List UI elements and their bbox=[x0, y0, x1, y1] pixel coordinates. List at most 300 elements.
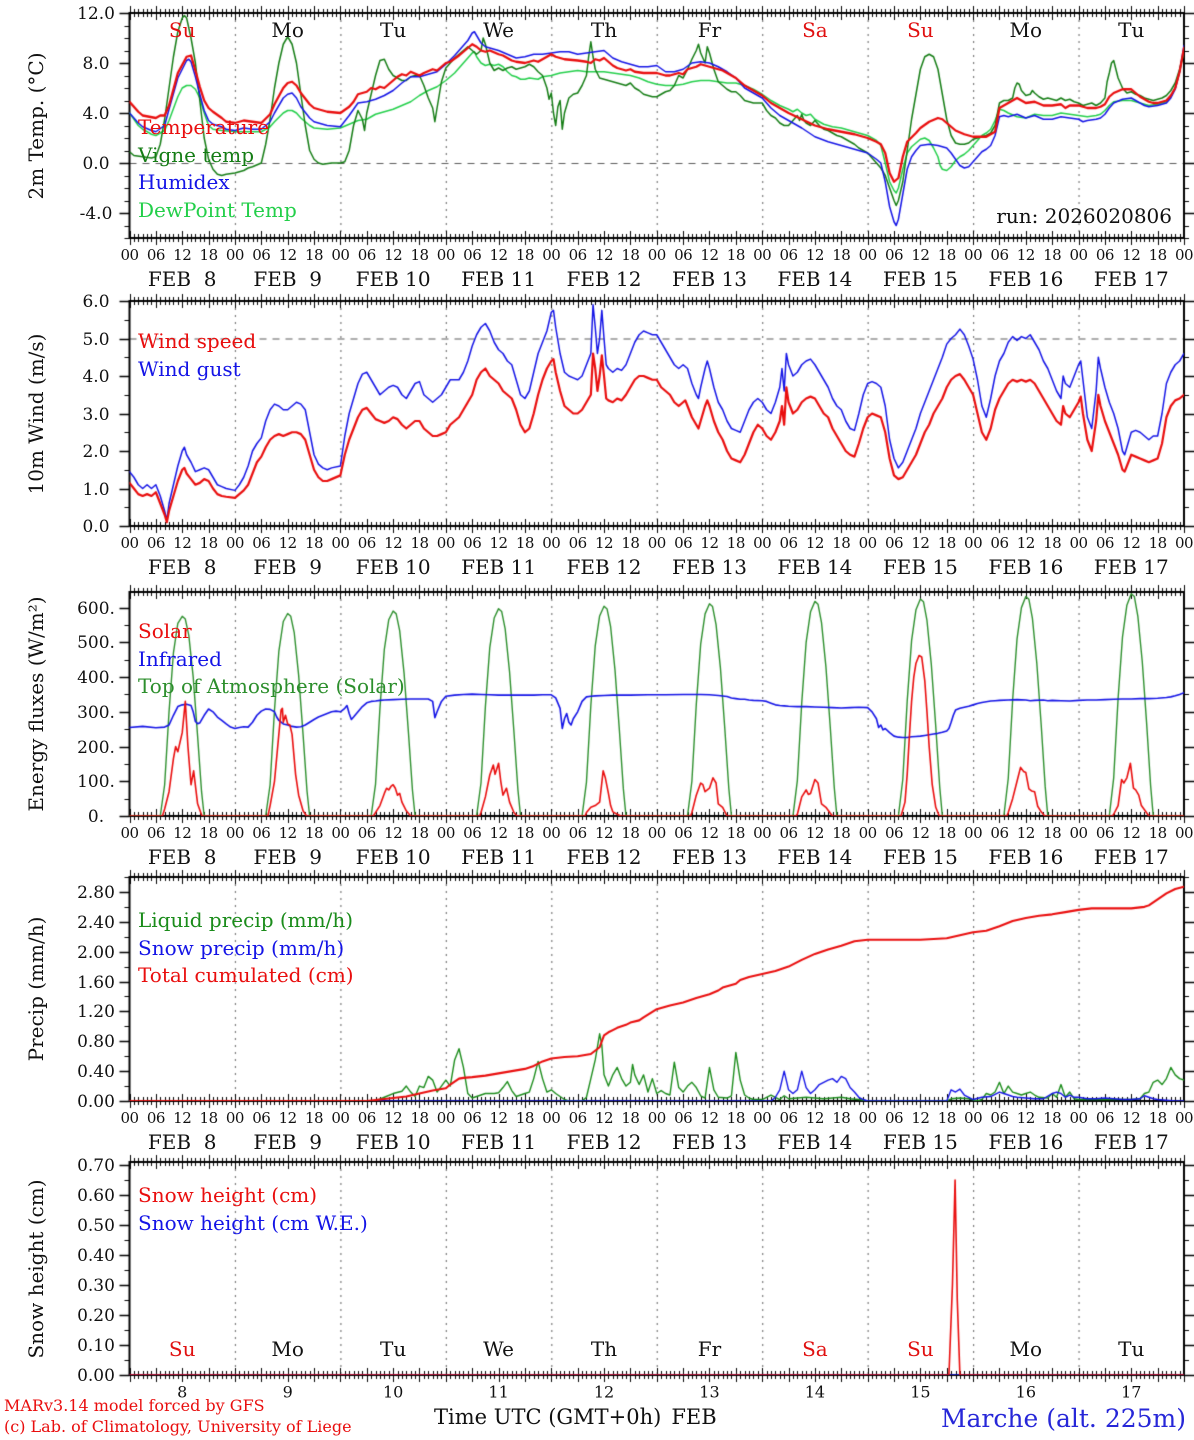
y-tick-label: 6.0 bbox=[82, 291, 110, 312]
x-hour-label: 00 bbox=[542, 1109, 561, 1127]
p5-day-number: 13 bbox=[699, 1382, 720, 1402]
x-hour-label: 00 bbox=[647, 246, 666, 264]
legend-snow-panel bbox=[138, 1182, 368, 1237]
x-hour-label: 12 bbox=[278, 246, 297, 264]
y-tick-label: 12.0 bbox=[77, 3, 115, 24]
x-hour-label: 18 bbox=[410, 1109, 429, 1127]
p5-day-number: 15 bbox=[910, 1382, 931, 1402]
x-date-label: FEB 12 bbox=[566, 1130, 642, 1154]
legend-wind-gust: Wind gust bbox=[138, 356, 241, 381]
x-hour-label: 12 bbox=[489, 246, 508, 264]
day-name-label-top: Su bbox=[907, 18, 934, 42]
x-hour-label: 06 bbox=[779, 534, 798, 552]
p5-day-number: 10 bbox=[382, 1382, 404, 1402]
x-hour-label: 06 bbox=[884, 246, 904, 264]
x-date-label: FEB 11 bbox=[461, 555, 537, 579]
y-tick-label: 1.60 bbox=[77, 972, 115, 993]
x-hour-label: 18 bbox=[1043, 246, 1062, 264]
x-hour-label: 18 bbox=[515, 1109, 534, 1127]
y-tick-label: 0.60 bbox=[77, 1185, 115, 1206]
x-hour-label: 06 bbox=[463, 824, 482, 842]
y-tick-label: 2.00 bbox=[77, 942, 115, 963]
day-name-label-top: Su bbox=[168, 18, 196, 42]
x-date-label: FEB 13 bbox=[671, 267, 747, 291]
x-hour-label: 06 bbox=[252, 246, 271, 264]
x-hour-label: 18 bbox=[937, 246, 956, 264]
x-date-label: FEB 13 bbox=[671, 845, 747, 869]
y-tick-label: 2.80 bbox=[77, 882, 115, 903]
x-hour-label: 18 bbox=[199, 246, 218, 264]
x-hour-label: 12 bbox=[173, 246, 192, 264]
y-axis-title-snow-height: Snow height (cm) bbox=[24, 1178, 48, 1359]
y-tick-label: 0.0 bbox=[82, 153, 110, 174]
x-date-label: FEB 15 bbox=[882, 555, 958, 579]
legend-dewpoint-temp: DewPoint Temp bbox=[138, 197, 297, 222]
x-date-label: FEB 15 bbox=[882, 845, 958, 869]
x-hour-label: 12 bbox=[278, 824, 297, 842]
day-name-label-top: Tu bbox=[380, 18, 407, 42]
x-axis-title bbox=[434, 1405, 717, 1429]
x-hour-label: 06 bbox=[990, 534, 1009, 552]
x-hour-label: 18 bbox=[410, 534, 429, 552]
day-name-label-bottom: Th bbox=[590, 1337, 618, 1361]
x-hour-label: 12 bbox=[911, 246, 930, 264]
x-date-label: FEB 11 bbox=[461, 845, 537, 869]
x-hour-label: 18 bbox=[1148, 534, 1167, 552]
x-date-label: FEB 10 bbox=[355, 845, 431, 869]
x-date-label: FEB 17 bbox=[1093, 555, 1169, 579]
x-hour-label: 18 bbox=[515, 824, 534, 842]
x-hour-label: 18 bbox=[937, 824, 956, 842]
x-hour-label: 18 bbox=[515, 534, 534, 552]
x-hour-label: 00 bbox=[753, 534, 772, 552]
x-hour-label: 06 bbox=[1095, 246, 1114, 264]
y-axis-title-temperature: 2m Temp. (°C) bbox=[24, 51, 48, 200]
y-tick-label: 2.0 bbox=[82, 441, 110, 462]
x-hour-label: 06 bbox=[357, 824, 376, 842]
x-date-label: FEB 16 bbox=[988, 267, 1064, 291]
x-hour-label: 18 bbox=[1043, 824, 1062, 842]
x-hour-label: 12 bbox=[594, 246, 614, 264]
x-hour-label: 18 bbox=[832, 534, 851, 552]
x-hour-label: 00 bbox=[120, 534, 139, 552]
x-hour-label: 12 bbox=[1016, 534, 1035, 552]
x-hour-label: 06 bbox=[568, 1109, 587, 1127]
x-hour-label: 12 bbox=[805, 534, 824, 552]
x-date-label: FEB 15 bbox=[882, 267, 958, 291]
x-hour-label: 12 bbox=[384, 1109, 403, 1127]
x-date-label: FEB 14 bbox=[777, 267, 853, 291]
x-hour-label: 00 bbox=[225, 534, 244, 552]
legend-total-cumulated: Total cumulated (cm) bbox=[138, 963, 354, 987]
y-axis-title-energy-fluxes: Energy fluxes (W/m²) bbox=[24, 596, 48, 812]
x-date-label: FEB 12 bbox=[566, 555, 642, 579]
x-hour-label: 06 bbox=[884, 1109, 904, 1127]
x-hour-label: 18 bbox=[410, 246, 429, 264]
x-hour-label: 06 bbox=[568, 246, 587, 264]
x-hour-label: 12 bbox=[278, 534, 297, 552]
x-date-label: FEB 9 bbox=[253, 267, 322, 291]
x-hour-label: 12 bbox=[805, 1109, 824, 1127]
day-name-label-top: Sa bbox=[802, 18, 828, 42]
legend-temp-panel bbox=[138, 114, 297, 224]
x-hour-label: 00 bbox=[225, 1109, 244, 1127]
legend-solar: Solar bbox=[138, 619, 192, 643]
x-hour-label: 06 bbox=[146, 246, 165, 264]
x-hour-label: 12 bbox=[1016, 246, 1035, 264]
y-tick-label: 3.0 bbox=[82, 404, 110, 425]
day-name-label-bottom: Fr bbox=[697, 1337, 722, 1361]
x-hour-label: 06 bbox=[990, 824, 1009, 842]
x-date-label: FEB 9 bbox=[253, 845, 322, 869]
x-hour-label: 18 bbox=[304, 1109, 324, 1127]
x-hour-label: 18 bbox=[1043, 534, 1062, 552]
x-hour-label: 00 bbox=[1174, 824, 1194, 842]
x-hour-label: 00 bbox=[647, 534, 666, 552]
x-date-label: FEB 12 bbox=[566, 267, 642, 291]
x-hour-label: 06 bbox=[1095, 1109, 1114, 1127]
x-hour-label: 12 bbox=[489, 824, 508, 842]
x-hour-label: 18 bbox=[199, 1109, 218, 1127]
x-date-label: FEB 12 bbox=[566, 845, 642, 869]
x-hour-label: 18 bbox=[621, 1109, 640, 1127]
x-date-label: FEB 9 bbox=[253, 1130, 322, 1154]
x-hour-label: 12 bbox=[1122, 246, 1141, 264]
legend-energy-panel bbox=[138, 618, 405, 701]
x-hour-label: 06 bbox=[357, 246, 376, 264]
day-name-label-top: Fr bbox=[697, 18, 722, 42]
x-hour-label: 00 bbox=[225, 824, 244, 842]
x-hour-label: 06 bbox=[146, 824, 165, 842]
x-hour-label: 18 bbox=[621, 534, 640, 552]
x-hour-label: 12 bbox=[173, 534, 192, 552]
x-date-label: FEB 13 bbox=[671, 1130, 747, 1154]
x-hour-label: 06 bbox=[357, 534, 376, 552]
y-tick-label: 200. bbox=[77, 737, 115, 758]
legend-wind-panel bbox=[138, 328, 256, 383]
x-hour-label: 12 bbox=[1122, 1109, 1141, 1127]
y-tick-label: 0.40 bbox=[77, 1061, 115, 1082]
x-hour-label: 18 bbox=[1148, 246, 1167, 264]
y-tick-label: 0.50 bbox=[77, 1215, 115, 1236]
x-hour-label: 00 bbox=[542, 534, 561, 552]
day-name-label-bottom: Sa bbox=[802, 1337, 828, 1361]
x-hour-label: 12 bbox=[1016, 824, 1035, 842]
y-tick-label: 300. bbox=[77, 702, 115, 723]
x-hour-label: 00 bbox=[1174, 1109, 1194, 1127]
x-hour-label: 18 bbox=[199, 534, 218, 552]
p5-day-number: 16 bbox=[1015, 1382, 1036, 1402]
x-hour-label: 12 bbox=[278, 1109, 297, 1127]
x-hour-label: 18 bbox=[937, 534, 956, 552]
x-hour-label: 00 bbox=[331, 246, 350, 264]
x-hour-label: 00 bbox=[858, 824, 877, 842]
x-hour-label: 12 bbox=[384, 534, 403, 552]
day-name-label-bottom: Mo bbox=[271, 1337, 304, 1361]
p5-day-number: 14 bbox=[804, 1382, 826, 1402]
x-hour-label: 12 bbox=[1016, 1109, 1035, 1127]
y-tick-label: 1.0 bbox=[82, 479, 110, 500]
x-hour-label: 00 bbox=[1069, 1109, 1088, 1127]
x-hour-label: 06 bbox=[146, 1109, 165, 1127]
run-label: run: 2026020806 bbox=[996, 204, 1172, 228]
x-date-label: FEB 8 bbox=[147, 1130, 217, 1154]
p5-day-number: 11 bbox=[488, 1382, 509, 1402]
x-date-label: FEB 9 bbox=[253, 555, 322, 579]
x-date-label: FEB 16 bbox=[988, 1130, 1064, 1154]
x-date-label: FEB 10 bbox=[355, 555, 431, 579]
y-tick-label: 2.40 bbox=[77, 912, 115, 933]
x-hour-label: 00 bbox=[753, 246, 772, 264]
x-date-label: FEB 17 bbox=[1093, 267, 1169, 291]
x-hour-label: 12 bbox=[489, 1109, 508, 1127]
x-hour-label: 18 bbox=[1148, 1109, 1167, 1127]
legend-infrared: Infrared bbox=[138, 646, 222, 671]
x-hour-label: 06 bbox=[463, 534, 482, 552]
x-hour-label: 18 bbox=[726, 246, 745, 264]
y-axis-title-precip: Precip (mm/h) bbox=[24, 916, 48, 1062]
x-date-label: FEB 14 bbox=[777, 845, 853, 869]
day-name-label-bottom: Mo bbox=[1009, 1337, 1043, 1361]
x-hour-label: 06 bbox=[463, 246, 482, 264]
x-hour-label: 06 bbox=[779, 824, 798, 842]
x-date-label: FEB 8 bbox=[147, 845, 217, 869]
day-name-label-bottom: We bbox=[483, 1337, 514, 1361]
credit-model: MARv3.14 model forced by GFS bbox=[4, 1396, 265, 1415]
x-hour-label: 12 bbox=[489, 534, 508, 552]
x-hour-label: 00 bbox=[1069, 246, 1088, 264]
x-hour-label: 06 bbox=[357, 1109, 376, 1127]
legend-precip-panel bbox=[138, 907, 354, 990]
legend-top-of-atmosphere: Top of Atmosphere (Solar) bbox=[138, 674, 405, 698]
x-date-label: FEB 8 bbox=[147, 267, 217, 291]
x-hour-label: 12 bbox=[173, 824, 192, 842]
x-hour-label: 00 bbox=[753, 824, 772, 842]
x-hour-label: 12 bbox=[911, 534, 930, 552]
x-hour-label: 06 bbox=[1095, 824, 1114, 842]
x-hour-label: 18 bbox=[726, 824, 745, 842]
x-hour-label: 12 bbox=[173, 1109, 192, 1127]
x-hour-label: 00 bbox=[964, 1109, 983, 1127]
x-hour-label: 18 bbox=[832, 824, 851, 842]
x-hour-label: 00 bbox=[647, 824, 666, 842]
x-hour-label: 00 bbox=[1069, 824, 1088, 842]
x-hour-label: 00 bbox=[753, 1109, 772, 1127]
legend-snow-height-we: Snow height (cm W.E.) bbox=[138, 1210, 368, 1235]
x-date-label: FEB 8 bbox=[147, 555, 217, 579]
y-tick-label: 0.10 bbox=[77, 1335, 115, 1356]
x-hour-label: 06 bbox=[146, 534, 165, 552]
y-tick-label: 4.0 bbox=[82, 366, 110, 387]
x-hour-label: 12 bbox=[911, 1109, 930, 1127]
x-hour-label: 18 bbox=[515, 246, 534, 264]
y-tick-label: 0.30 bbox=[77, 1275, 115, 1296]
day-name-label-top: Tu bbox=[1118, 18, 1145, 42]
x-hour-label: 00 bbox=[436, 534, 455, 552]
y-tick-label: 0.00 bbox=[77, 1091, 115, 1112]
legend-humidex: Humidex bbox=[138, 170, 230, 194]
y-tick-label: 0.80 bbox=[77, 1031, 115, 1052]
day-name-label-top: Mo bbox=[271, 18, 304, 42]
x-date-label: FEB 17 bbox=[1093, 1130, 1169, 1154]
x-hour-label: 18 bbox=[621, 246, 640, 264]
x-hour-label: 00 bbox=[1069, 534, 1088, 552]
day-name-label-top: Mo bbox=[1009, 18, 1043, 42]
x-hour-label: 00 bbox=[858, 534, 877, 552]
day-name-label-bottom: Tu bbox=[380, 1337, 407, 1361]
x-hour-label: 12 bbox=[805, 824, 824, 842]
x-hour-label: 12 bbox=[700, 824, 719, 842]
x-hour-label: 12 bbox=[594, 824, 614, 842]
y-tick-label: 100. bbox=[77, 771, 115, 792]
day-name-label-top: Th bbox=[590, 18, 618, 42]
credit-lab: (c) Lab. of Climatology, University of Liege bbox=[4, 1417, 352, 1436]
x-hour-label: 12 bbox=[594, 1109, 614, 1127]
x-hour-label: 06 bbox=[990, 246, 1009, 264]
y-tick-label: 0.20 bbox=[77, 1305, 115, 1326]
x-date-label: FEB 17 bbox=[1093, 845, 1169, 869]
y-tick-label: 5.0 bbox=[82, 329, 110, 350]
y-axis-title-wind: 10m Wind (m/s) bbox=[24, 333, 48, 494]
x-hour-label: 06 bbox=[463, 1109, 482, 1127]
x-hour-label: 12 bbox=[700, 1109, 719, 1127]
x-hour-label: 00 bbox=[858, 246, 877, 264]
x-hour-label: 18 bbox=[199, 824, 218, 842]
x-hour-label: 18 bbox=[1148, 824, 1167, 842]
x-hour-label: 00 bbox=[1174, 534, 1194, 552]
legend-liquid-precip: Liquid precip (mm/h) bbox=[138, 908, 354, 932]
y-tick-label: 4.0 bbox=[82, 103, 110, 124]
x-hour-label: 00 bbox=[436, 246, 455, 264]
y-tick-label: 0.0 bbox=[82, 516, 110, 537]
x-date-label: FEB 10 bbox=[355, 267, 431, 291]
month-label: FEB bbox=[671, 1405, 717, 1429]
day-name-label-top: We bbox=[483, 18, 514, 42]
x-hour-label: 12 bbox=[384, 824, 403, 842]
x-hour-label: 00 bbox=[542, 824, 561, 842]
x-hour-label: 06 bbox=[990, 1109, 1009, 1127]
x-hour-label: 18 bbox=[304, 534, 324, 552]
x-hour-label: 00 bbox=[964, 824, 983, 842]
x-hour-label: 18 bbox=[832, 1109, 851, 1127]
x-hour-label: 00 bbox=[331, 534, 350, 552]
x-hour-label: 12 bbox=[594, 534, 614, 552]
x-hour-label: 06 bbox=[884, 534, 904, 552]
x-hour-label: 00 bbox=[225, 246, 244, 264]
x-hour-label: 12 bbox=[384, 246, 403, 264]
x-hour-label: 06 bbox=[779, 246, 798, 264]
x-hour-label: 00 bbox=[964, 246, 983, 264]
day-name-label-bottom: Tu bbox=[1118, 1337, 1145, 1361]
x-hour-label: 18 bbox=[621, 824, 640, 842]
x-date-label: FEB 14 bbox=[777, 555, 853, 579]
p5-day-number: 17 bbox=[1121, 1382, 1142, 1402]
x-hour-label: 00 bbox=[542, 246, 561, 264]
legend-snow-precip: Snow precip (mm/h) bbox=[138, 935, 345, 960]
x-hour-label: 06 bbox=[252, 534, 271, 552]
legend-vigne-temp: Vigne temp bbox=[138, 142, 255, 167]
x-hour-label: 00 bbox=[331, 824, 350, 842]
y-tick-label: 0.40 bbox=[77, 1245, 115, 1266]
p5-day-number: 9 bbox=[282, 1382, 293, 1402]
x-hour-label: 12 bbox=[805, 246, 824, 264]
y-tick-label: 1.20 bbox=[77, 1001, 115, 1022]
x-hour-label: 12 bbox=[700, 246, 719, 264]
x-hour-label: 00 bbox=[1174, 246, 1194, 264]
x-hour-label: 06 bbox=[674, 246, 693, 264]
x-hour-label: 18 bbox=[726, 1109, 745, 1127]
x-hour-label: 00 bbox=[436, 1109, 455, 1127]
x-hour-label: 12 bbox=[700, 534, 719, 552]
x-hour-label: 00 bbox=[120, 1109, 139, 1127]
y-tick-label: 0.00 bbox=[77, 1365, 115, 1386]
y-tick-label: 0. bbox=[87, 806, 105, 827]
y-tick-label: 500. bbox=[77, 632, 115, 653]
x-hour-label: 18 bbox=[410, 824, 429, 842]
legend-temperature: Temperature bbox=[138, 115, 270, 139]
y-tick-label: 8.0 bbox=[82, 53, 110, 74]
x-hour-label: 06 bbox=[884, 824, 904, 842]
p5-day-number: 8 bbox=[177, 1382, 188, 1402]
x-hour-label: 18 bbox=[304, 246, 324, 264]
x-hour-label: 00 bbox=[120, 824, 139, 842]
x-hour-label: 00 bbox=[331, 1109, 350, 1127]
x-date-label: FEB 16 bbox=[988, 555, 1064, 579]
x-hour-label: 00 bbox=[858, 1109, 877, 1127]
legend-snow-height: Snow height (cm) bbox=[138, 1183, 318, 1207]
station-label: Marche (alt. 225m) bbox=[940, 1404, 1186, 1433]
time-utc-label: Time UTC (GMT+0h) bbox=[434, 1405, 662, 1429]
x-hour-label: 12 bbox=[1122, 534, 1141, 552]
x-hour-label: 12 bbox=[1122, 824, 1141, 842]
day-name-label-bottom: Su bbox=[168, 1337, 196, 1361]
x-hour-label: 00 bbox=[436, 824, 455, 842]
y-tick-label: -4.0 bbox=[79, 203, 113, 224]
x-date-label: FEB 10 bbox=[355, 1130, 431, 1154]
x-hour-label: 18 bbox=[1043, 1109, 1062, 1127]
x-date-label: FEB 15 bbox=[882, 1130, 958, 1154]
x-date-label: FEB 11 bbox=[461, 1130, 537, 1154]
x-hour-label: 06 bbox=[674, 824, 693, 842]
x-date-label: FEB 13 bbox=[671, 555, 747, 579]
y-tick-label: 600. bbox=[77, 598, 115, 619]
x-hour-label: 00 bbox=[964, 534, 983, 552]
x-hour-label: 06 bbox=[674, 1109, 693, 1127]
y-tick-label: 0.70 bbox=[77, 1155, 115, 1176]
x-hour-label: 06 bbox=[252, 824, 271, 842]
x-hour-label: 06 bbox=[252, 1109, 271, 1127]
x-hour-label: 18 bbox=[304, 824, 324, 842]
p5-day-number: 12 bbox=[593, 1382, 615, 1402]
x-hour-label: 12 bbox=[911, 824, 930, 842]
day-name-label-bottom: Su bbox=[907, 1337, 934, 1361]
x-date-label: FEB 16 bbox=[988, 845, 1064, 869]
y-tick-label: 400. bbox=[77, 667, 115, 688]
x-hour-label: 18 bbox=[832, 246, 851, 264]
x-hour-label: 00 bbox=[647, 1109, 666, 1127]
x-date-label: FEB 11 bbox=[461, 267, 537, 291]
x-hour-label: 06 bbox=[779, 1109, 798, 1127]
x-hour-label: 06 bbox=[568, 534, 587, 552]
x-hour-label: 18 bbox=[726, 534, 745, 552]
x-hour-label: 06 bbox=[568, 824, 587, 842]
x-hour-label: 00 bbox=[120, 246, 139, 264]
x-hour-label: 06 bbox=[674, 534, 693, 552]
x-hour-label: 18 bbox=[937, 1109, 956, 1127]
legend-wind-speed: Wind speed bbox=[138, 329, 257, 353]
x-date-label: FEB 14 bbox=[777, 1130, 853, 1154]
x-hour-label: 06 bbox=[1095, 534, 1114, 552]
